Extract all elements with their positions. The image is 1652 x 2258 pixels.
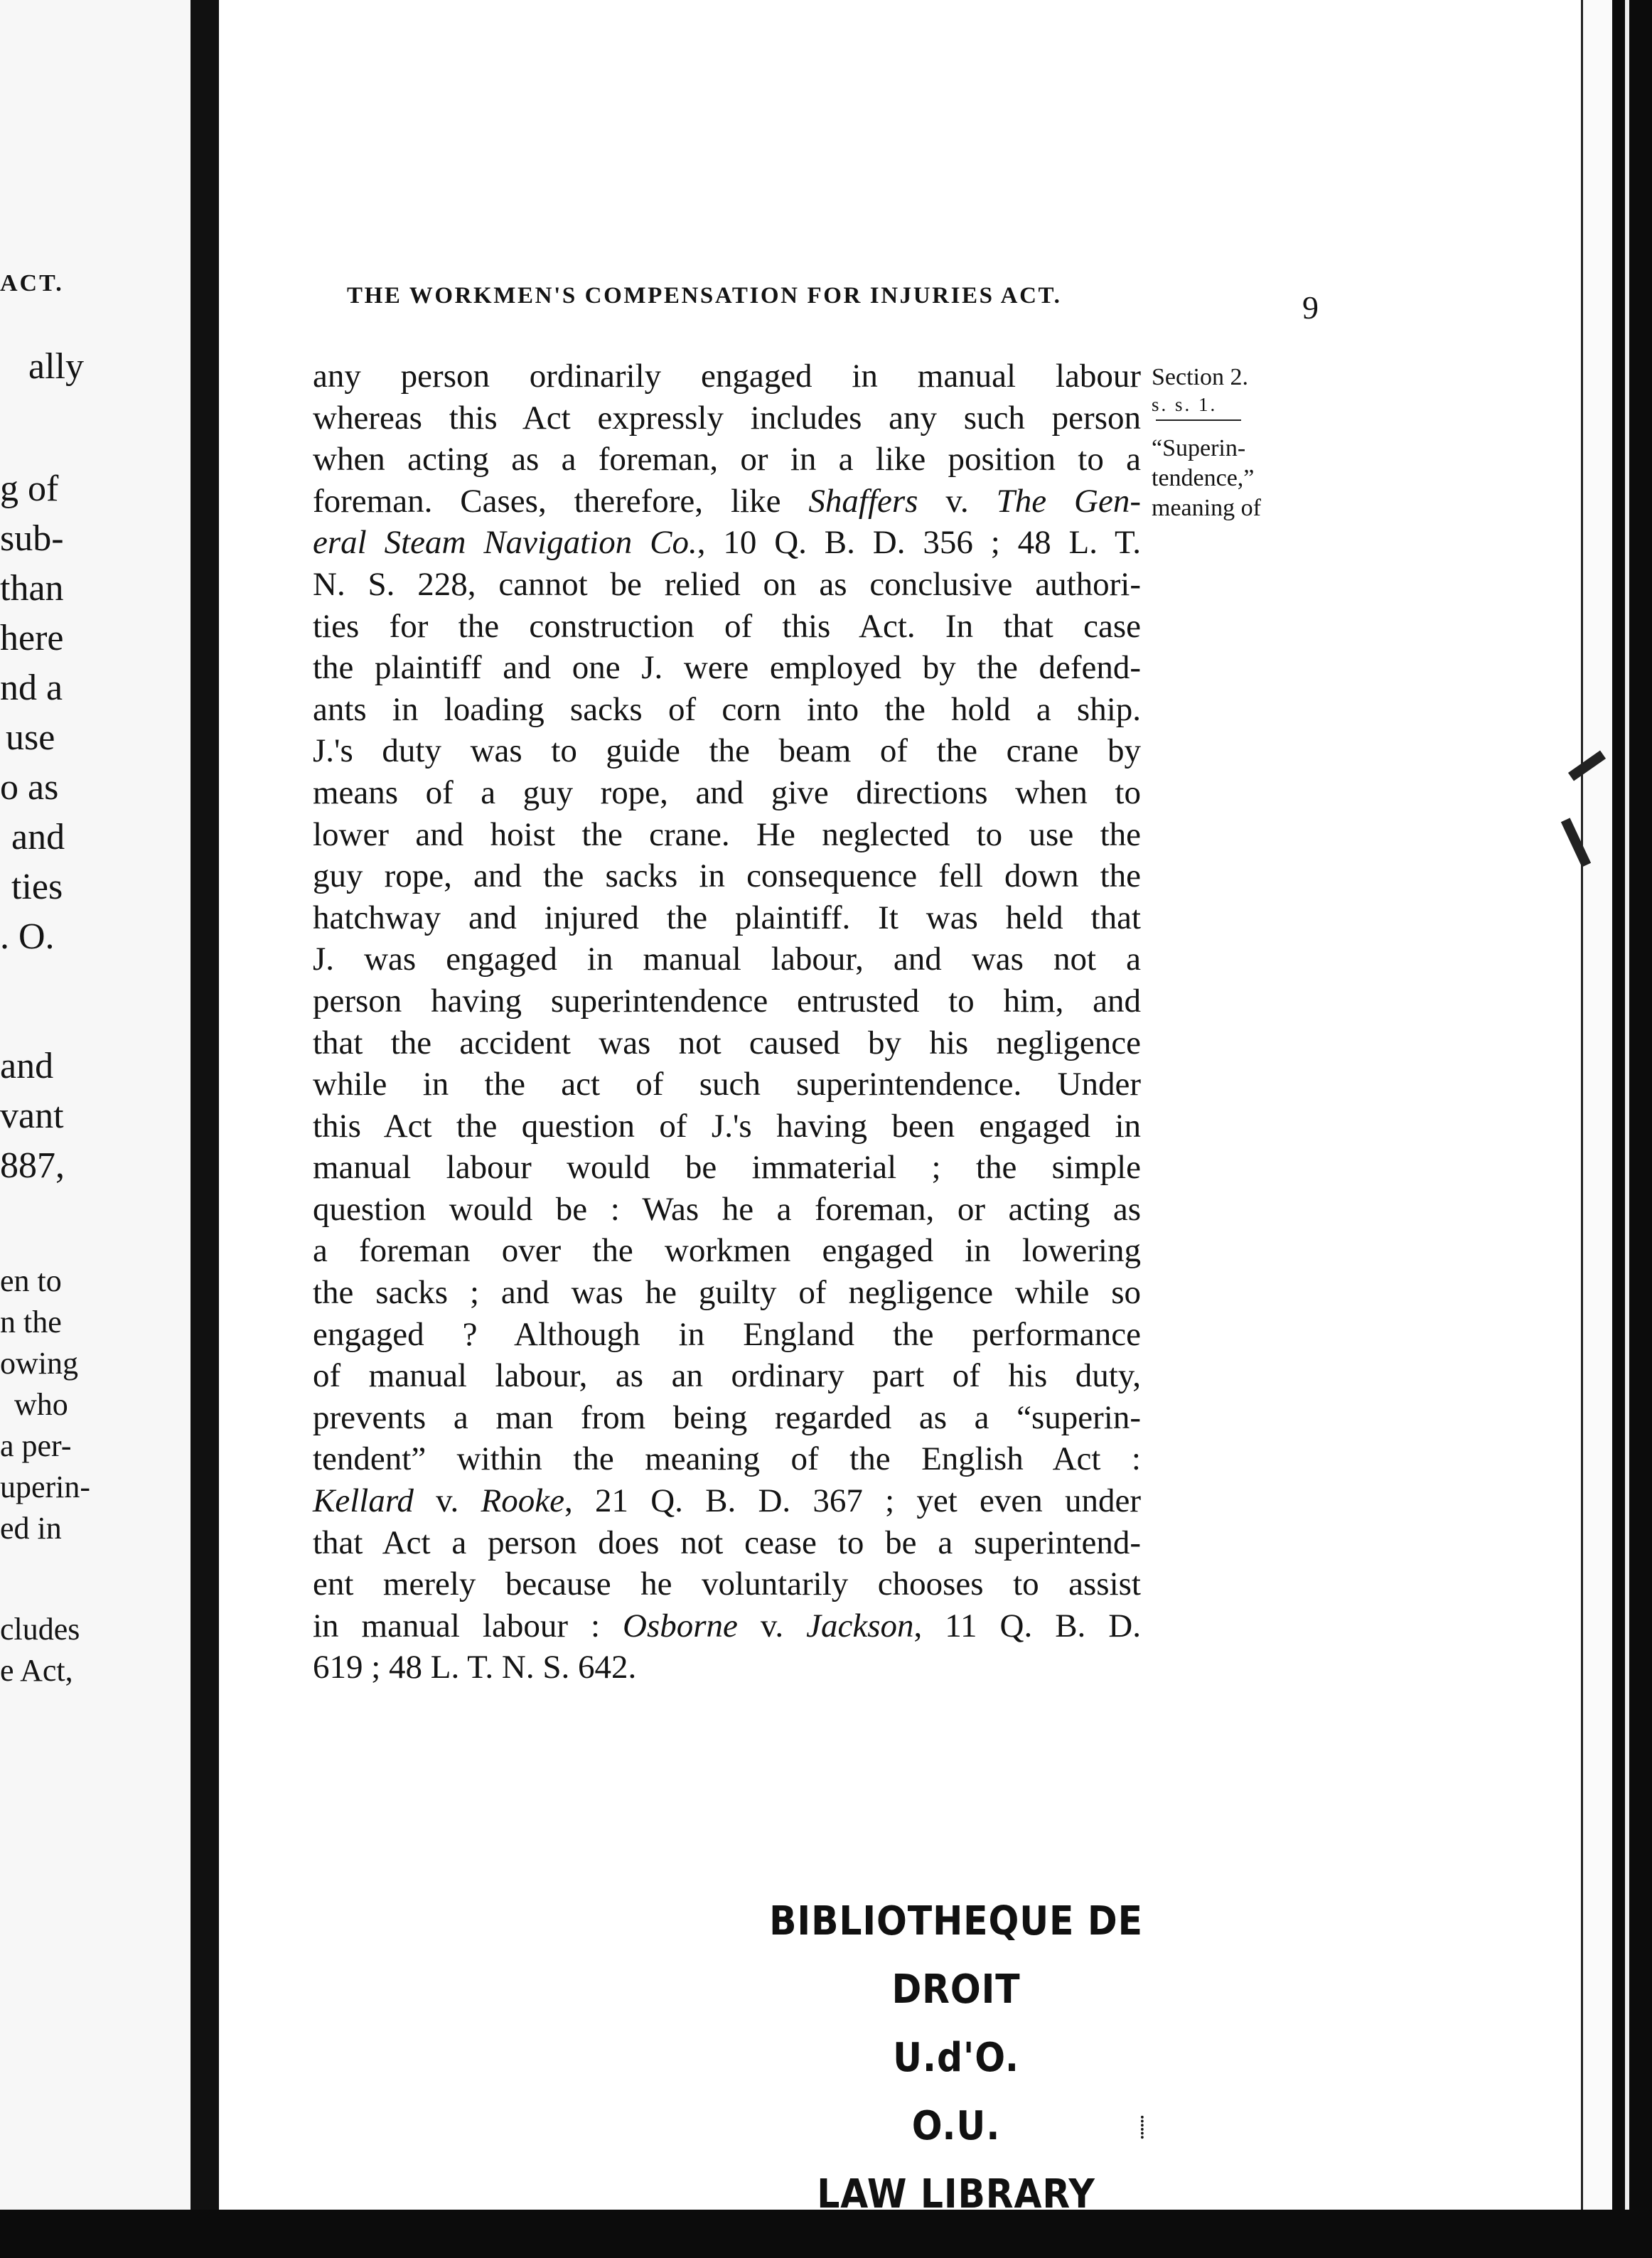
text-line: of manual labour, as an ordinary part of his duty, [313, 1357, 1141, 1395]
text-line: a foreman over the workmen engaged in lowering [313, 1232, 1141, 1270]
side-note-subsection: s. s. 1. [1152, 394, 1218, 415]
text-line: Kellard v. Rooke, 21 Q. B. D. 367 ; yet even under [313, 1482, 1141, 1520]
previous-page-line: sub- [0, 518, 64, 559]
page-edge [1581, 0, 1614, 2211]
side-note-section: Section 2. [1152, 364, 1248, 390]
previous-page-line: vant [0, 1096, 64, 1136]
previous-page-line: o as [0, 767, 59, 808]
text-line: this Act the question of J.'s having been engaged in [313, 1107, 1141, 1145]
stamp-line: LAW LIBRARY [817, 2171, 1095, 2217]
previous-page-fragment [0, 0, 200, 2258]
stamp-line: U.d'O. [893, 2035, 1019, 2081]
page-number: 9 [1302, 289, 1319, 326]
stamp-line: BIBLIOTHEQUE DE DROIT [769, 1898, 1143, 2013]
side-note [1152, 363, 1301, 523]
previous-page-note-line: e Act, [0, 1653, 73, 1688]
text-line: ants in loading sacks of corn into the hold a ship. [313, 690, 1141, 728]
library-stamp [711, 1888, 1201, 2229]
text-line: J. was engaged in manual labour, and was not a [313, 941, 1141, 978]
text-line: ties for the construction of this Act. In that case [313, 607, 1141, 645]
text-line: while in the act of such superintendence. Under [313, 1066, 1141, 1103]
text-line: 619 ; 48 L. T. N. S. 642. [313, 1649, 637, 1686]
text-line: that Act a person does not cease to be a superintend- [313, 1524, 1141, 1561]
running-head: THE WORKMEN'S COMPENSATION FOR INJURIES ACT. [347, 283, 1062, 309]
body-text [313, 355, 1141, 1689]
text-line: eral Steam Navigation Co., 10 Q. B. D. 356 ; 48 L. T. [313, 524, 1141, 562]
previous-page-note-line: cludes [0, 1612, 80, 1647]
previous-page-line: use [6, 717, 55, 758]
side-note-rule [1156, 419, 1241, 421]
text-line: any person ordinarily engaged in manual labour [313, 358, 1141, 395]
text-line: J.'s duty was to guide the beam of the crane by [313, 732, 1141, 770]
text-line: tendent” within the meaning of the English Act : [313, 1440, 1141, 1478]
text-line: N. S. 228, cannot be relied on as conclusive authori- [313, 565, 1141, 603]
side-note-topic: tendence,” [1152, 465, 1255, 491]
previous-page-line: 887, [0, 1145, 65, 1186]
previous-page-line: and [0, 1046, 54, 1086]
previous-page-line: g of [0, 469, 59, 509]
previous-page-note-line: uperin- [0, 1470, 91, 1504]
text-line: that the accident was not caused by his negligence [313, 1024, 1141, 1061]
text-line: means of a guy rope, and give directions when to [313, 774, 1141, 811]
side-note-topic: “Superin- [1152, 435, 1246, 461]
previous-page-line: ties [11, 867, 63, 907]
text-line: engaged ? Although in England the performance [313, 1315, 1141, 1353]
stamp-line: O.U. [911, 2103, 1001, 2149]
previous-page-note-line: ed in [0, 1511, 62, 1546]
text-line: the plaintiff and one J. were employed by the defend- [313, 649, 1141, 687]
previous-page-note-line: en to [0, 1263, 62, 1298]
side-note-topic: meaning of [1152, 495, 1261, 521]
text-line: when acting as a foreman, or in a like position to a [313, 441, 1141, 478]
text-line: in manual labour : Osborne v. Jackson, 11 Q. B. D. [313, 1607, 1141, 1644]
text-line: question would be : Was he a foreman, or acting as [313, 1190, 1141, 1228]
text-line: guy rope, and the sacks in consequence fell down the [313, 857, 1141, 895]
text-line: hatchway and injured the plaintiff. It was held that [313, 899, 1141, 936]
previous-page-line: ally [28, 346, 84, 387]
page-edge-outer [1625, 0, 1629, 2211]
text-line: foreman. Cases, therefore, like Shaffers v. The Gen- [313, 482, 1141, 520]
previous-page-note-line: owing [0, 1346, 78, 1381]
binding-gutter [191, 0, 219, 2258]
text-line: ent merely because he voluntarily chooses to assist [313, 1566, 1141, 1603]
previous-page-note-line: who [14, 1387, 68, 1422]
previous-page-line: and [11, 817, 65, 857]
previous-page-line: than [0, 568, 64, 609]
stray-ink-mark: ⸽ [1139, 2116, 1145, 2139]
previous-page-note-line: n the [0, 1305, 62, 1339]
text-line: person having superintendence entrusted to him, and [313, 982, 1141, 1020]
previous-page-line: here [0, 618, 64, 658]
previous-page-header: ACT. [0, 270, 64, 296]
previous-page-line: nd a [0, 668, 63, 708]
scan-border-right [1612, 0, 1652, 2258]
previous-page-line: . O. [0, 916, 55, 957]
previous-page-note-line: a per- [0, 1428, 72, 1463]
text-line: the sacks ; and was he guilty of negligence while so [313, 1274, 1141, 1312]
text-line: lower and hoist the crane. He neglected to use the [313, 815, 1141, 853]
text-line: prevents a man from being regarded as a “superin- [313, 1398, 1141, 1436]
text-line: manual labour would be immaterial ; the simple [313, 1149, 1141, 1187]
text-line: whereas this Act expressly includes any such person [313, 399, 1141, 437]
